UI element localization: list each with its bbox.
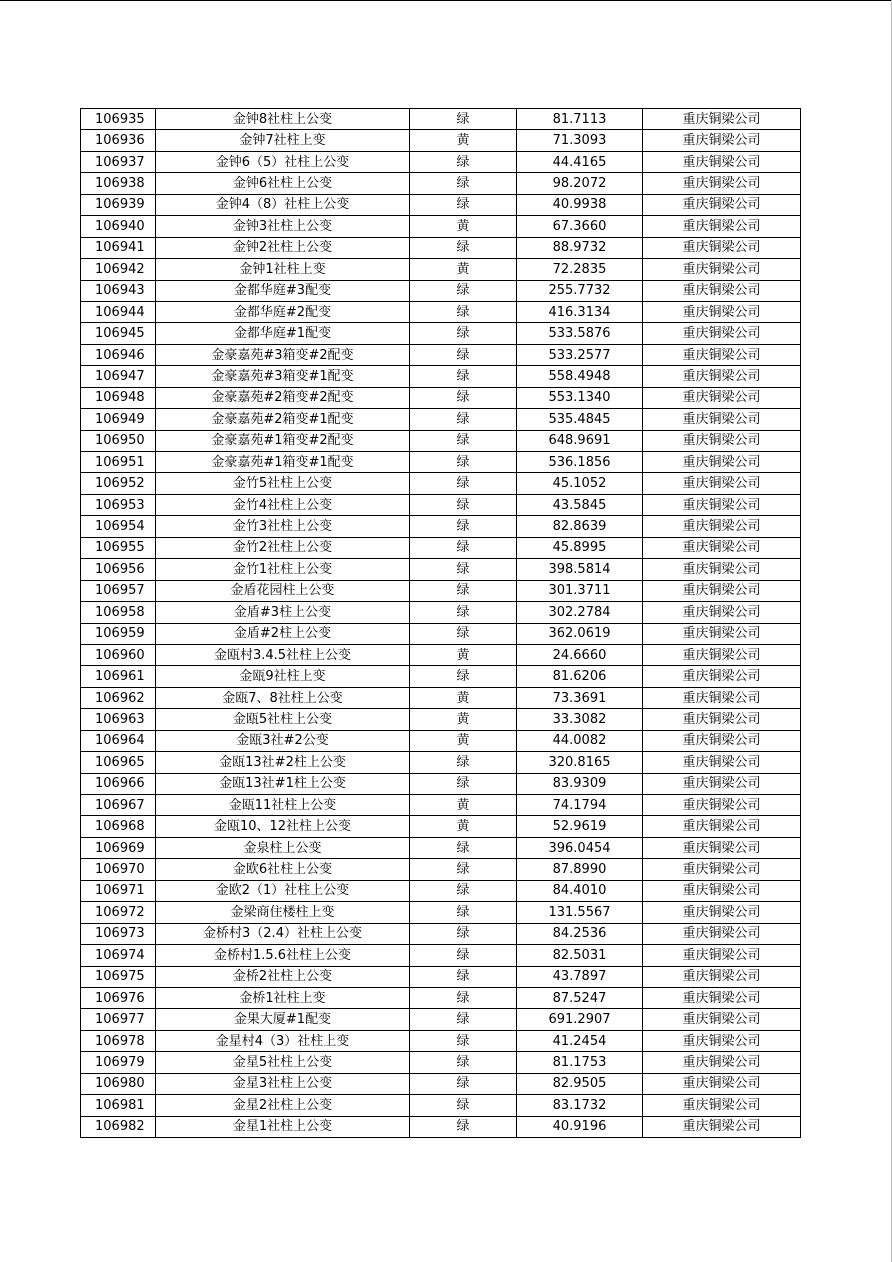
cell-value: 82.5031	[517, 945, 643, 966]
cell-status: 黄	[410, 216, 517, 237]
table-row	[81, 194, 801, 215]
cell-status: 绿	[410, 559, 517, 580]
table-row	[81, 1073, 801, 1094]
cell-value: 45.1052	[517, 473, 643, 494]
cell-company: 重庆铜梁公司	[643, 644, 801, 665]
cell-value: 40.9196	[517, 1116, 643, 1137]
cell-value: 558.4948	[517, 366, 643, 387]
table-row	[81, 1116, 801, 1137]
cell-id: 106982	[81, 1116, 156, 1137]
cell-id: 106941	[81, 237, 156, 258]
cell-id: 106943	[81, 280, 156, 301]
cell-name: 金豪嘉苑#3箱变#1配变	[156, 366, 410, 387]
cell-value: 416.3134	[517, 301, 643, 322]
cell-status: 绿	[410, 494, 517, 515]
table-row	[81, 666, 801, 687]
cell-id: 106972	[81, 902, 156, 923]
table-row	[81, 902, 801, 923]
table-row	[81, 151, 801, 172]
table-row	[81, 494, 801, 515]
cell-name: 金星村4（3）社柱上变	[156, 1030, 410, 1051]
cell-company: 重庆铜梁公司	[643, 752, 801, 773]
cell-company: 重庆铜梁公司	[643, 987, 801, 1008]
cell-id: 106948	[81, 387, 156, 408]
cell-name: 金桥村1.5.6社柱上公变	[156, 945, 410, 966]
cell-name: 金豪嘉苑#1箱变#2配变	[156, 430, 410, 451]
cell-name: 金豪嘉苑#1箱变#1配变	[156, 452, 410, 473]
cell-status: 绿	[410, 387, 517, 408]
cell-name: 金钟2社柱上公变	[156, 237, 410, 258]
cell-value: 320.8165	[517, 752, 643, 773]
cell-status: 绿	[410, 409, 517, 430]
cell-status: 绿	[410, 752, 517, 773]
cell-name: 金竹1社柱上公变	[156, 559, 410, 580]
cell-id: 106965	[81, 752, 156, 773]
cell-value: 84.4010	[517, 880, 643, 901]
cell-name: 金瓯13社#1柱上公变	[156, 773, 410, 794]
cell-name: 金瓯9社柱上变	[156, 666, 410, 687]
cell-company: 重庆铜梁公司	[643, 537, 801, 558]
cell-value: 533.2577	[517, 344, 643, 365]
cell-id: 106977	[81, 1009, 156, 1030]
cell-id: 106969	[81, 837, 156, 858]
table-row	[81, 452, 801, 473]
cell-value: 396.0454	[517, 837, 643, 858]
cell-name: 金瓯13社#2柱上公变	[156, 752, 410, 773]
cell-company: 重庆铜梁公司	[643, 837, 801, 858]
cell-id: 106947	[81, 366, 156, 387]
table-row	[81, 966, 801, 987]
table-row	[81, 987, 801, 1008]
cell-name: 金星3社柱上公变	[156, 1073, 410, 1094]
cell-value: 74.1794	[517, 795, 643, 816]
cell-status: 绿	[410, 580, 517, 601]
cell-status: 黄	[410, 816, 517, 837]
cell-status: 绿	[410, 109, 517, 130]
cell-value: 81.7113	[517, 109, 643, 130]
cell-status: 绿	[410, 537, 517, 558]
cell-value: 84.2536	[517, 923, 643, 944]
cell-id: 106949	[81, 409, 156, 430]
cell-id: 106935	[81, 109, 156, 130]
cell-status: 绿	[410, 880, 517, 901]
cell-status: 绿	[410, 280, 517, 301]
cell-company: 重庆铜梁公司	[643, 816, 801, 837]
cell-value: 44.4165	[517, 151, 643, 172]
cell-value: 83.9309	[517, 773, 643, 794]
data-table	[80, 108, 801, 1138]
cell-id: 106980	[81, 1073, 156, 1094]
cell-value: 535.4845	[517, 409, 643, 430]
cell-id: 106967	[81, 795, 156, 816]
cell-id: 106963	[81, 709, 156, 730]
cell-status: 绿	[410, 452, 517, 473]
cell-status: 绿	[410, 1030, 517, 1051]
cell-value: 255.7732	[517, 280, 643, 301]
cell-id: 106962	[81, 687, 156, 708]
cell-company: 重庆铜梁公司	[643, 216, 801, 237]
cell-value: 301.3711	[517, 580, 643, 601]
table-row	[81, 837, 801, 858]
cell-company: 重庆铜梁公司	[643, 859, 801, 880]
cell-id: 106975	[81, 966, 156, 987]
cell-name: 金盾花园柱上公变	[156, 580, 410, 601]
cell-value: 536.1856	[517, 452, 643, 473]
cell-value: 87.5247	[517, 987, 643, 1008]
cell-id: 106961	[81, 666, 156, 687]
cell-status: 黄	[410, 130, 517, 151]
cell-company: 重庆铜梁公司	[643, 280, 801, 301]
cell-id: 106970	[81, 859, 156, 880]
cell-name: 金星2社柱上公变	[156, 1095, 410, 1116]
cell-company: 重庆铜梁公司	[643, 687, 801, 708]
cell-id: 106942	[81, 259, 156, 280]
cell-name: 金桥1社柱上变	[156, 987, 410, 1008]
cell-company: 重庆铜梁公司	[643, 923, 801, 944]
table-row	[81, 559, 801, 580]
cell-status: 绿	[410, 237, 517, 258]
cell-company: 重庆铜梁公司	[643, 301, 801, 322]
cell-status: 绿	[410, 987, 517, 1008]
table-row	[81, 323, 801, 344]
cell-status: 绿	[410, 859, 517, 880]
cell-status: 绿	[410, 623, 517, 644]
cell-status: 绿	[410, 366, 517, 387]
table-row	[81, 795, 801, 816]
table-row	[81, 623, 801, 644]
cell-id: 106966	[81, 773, 156, 794]
table-row	[81, 516, 801, 537]
cell-company: 重庆铜梁公司	[643, 1073, 801, 1094]
cell-value: 81.6206	[517, 666, 643, 687]
cell-name: 金都华庭#2配变	[156, 301, 410, 322]
cell-id: 106960	[81, 644, 156, 665]
table-row	[81, 773, 801, 794]
table-row	[81, 1095, 801, 1116]
cell-company: 重庆铜梁公司	[643, 173, 801, 194]
cell-company: 重庆铜梁公司	[643, 323, 801, 344]
table-row	[81, 173, 801, 194]
cell-name: 金钟6（5）社柱上公变	[156, 151, 410, 172]
cell-name: 金钟1社柱上变	[156, 259, 410, 280]
table-row	[81, 752, 801, 773]
cell-value: 131.5567	[517, 902, 643, 923]
table-row	[81, 687, 801, 708]
cell-value: 45.8995	[517, 537, 643, 558]
cell-name: 金都华庭#3配变	[156, 280, 410, 301]
cell-value: 87.8990	[517, 859, 643, 880]
cell-id: 106968	[81, 816, 156, 837]
cell-status: 黄	[410, 795, 517, 816]
cell-name: 金瓯3社#2公变	[156, 730, 410, 751]
cell-name: 金竹4社柱上公变	[156, 494, 410, 515]
cell-id: 106953	[81, 494, 156, 515]
cell-company: 重庆铜梁公司	[643, 559, 801, 580]
page-top-border	[0, 0, 892, 1]
cell-value: 24.6660	[517, 644, 643, 665]
cell-id: 106946	[81, 344, 156, 365]
table-row	[81, 237, 801, 258]
cell-name: 金盾#3柱上公变	[156, 602, 410, 623]
cell-value: 533.5876	[517, 323, 643, 344]
cell-status: 黄	[410, 730, 517, 751]
cell-status: 绿	[410, 173, 517, 194]
cell-id: 106956	[81, 559, 156, 580]
cell-status: 绿	[410, 923, 517, 944]
cell-name: 金竹3社柱上公变	[156, 516, 410, 537]
cell-id: 106940	[81, 216, 156, 237]
table-row	[81, 216, 801, 237]
cell-status: 绿	[410, 1095, 517, 1116]
cell-id: 106936	[81, 130, 156, 151]
cell-value: 73.3691	[517, 687, 643, 708]
cell-name: 金钟4（8）社柱上公变	[156, 194, 410, 215]
cell-name: 金星1社柱上公变	[156, 1116, 410, 1137]
cell-company: 重庆铜梁公司	[643, 773, 801, 794]
cell-company: 重庆铜梁公司	[643, 1095, 801, 1116]
table-row	[81, 473, 801, 494]
cell-name: 金星5社柱上公变	[156, 1052, 410, 1073]
cell-id: 106959	[81, 623, 156, 644]
cell-company: 重庆铜梁公司	[643, 473, 801, 494]
cell-id: 106979	[81, 1052, 156, 1073]
cell-value: 362.0619	[517, 623, 643, 644]
cell-company: 重庆铜梁公司	[643, 902, 801, 923]
cell-company: 重庆铜梁公司	[643, 1116, 801, 1137]
cell-status: 黄	[410, 644, 517, 665]
cell-value: 398.5814	[517, 559, 643, 580]
cell-id: 106958	[81, 602, 156, 623]
cell-value: 44.0082	[517, 730, 643, 751]
table-row	[81, 409, 801, 430]
cell-name: 金欧2（1）社柱上公变	[156, 880, 410, 901]
cell-company: 重庆铜梁公司	[643, 259, 801, 280]
table-row	[81, 344, 801, 365]
cell-company: 重庆铜梁公司	[643, 344, 801, 365]
cell-company: 重庆铜梁公司	[643, 387, 801, 408]
cell-company: 重庆铜梁公司	[643, 730, 801, 751]
cell-company: 重庆铜梁公司	[643, 966, 801, 987]
cell-id: 106955	[81, 537, 156, 558]
cell-status: 黄	[410, 687, 517, 708]
cell-id: 106976	[81, 987, 156, 1008]
cell-name: 金豪嘉苑#2箱变#1配变	[156, 409, 410, 430]
cell-status: 绿	[410, 516, 517, 537]
cell-id: 106971	[81, 880, 156, 901]
cell-value: 41.2454	[517, 1030, 643, 1051]
cell-value: 82.8639	[517, 516, 643, 537]
cell-company: 重庆铜梁公司	[643, 580, 801, 601]
cell-company: 重庆铜梁公司	[643, 366, 801, 387]
cell-status: 绿	[410, 344, 517, 365]
cell-id: 106978	[81, 1030, 156, 1051]
cell-id: 106951	[81, 452, 156, 473]
cell-value: 648.9691	[517, 430, 643, 451]
cell-company: 重庆铜梁公司	[643, 1009, 801, 1030]
cell-status: 绿	[410, 323, 517, 344]
cell-name: 金钟7社柱上变	[156, 130, 410, 151]
table-row	[81, 580, 801, 601]
cell-company: 重庆铜梁公司	[643, 151, 801, 172]
table-row	[81, 259, 801, 280]
cell-company: 重庆铜梁公司	[643, 602, 801, 623]
cell-name: 金瓯11社柱上公变	[156, 795, 410, 816]
cell-status: 黄	[410, 709, 517, 730]
cell-status: 绿	[410, 301, 517, 322]
table-row	[81, 537, 801, 558]
table-body	[81, 109, 801, 1138]
cell-value: 302.2784	[517, 602, 643, 623]
table-row	[81, 923, 801, 944]
cell-value: 43.7897	[517, 966, 643, 987]
cell-status: 绿	[410, 602, 517, 623]
cell-company: 重庆铜梁公司	[643, 1052, 801, 1073]
cell-value: 88.9732	[517, 237, 643, 258]
cell-value: 82.9505	[517, 1073, 643, 1094]
cell-company: 重庆铜梁公司	[643, 237, 801, 258]
table-row	[81, 1030, 801, 1051]
cell-status: 绿	[410, 773, 517, 794]
cell-status: 黄	[410, 259, 517, 280]
cell-company: 重庆铜梁公司	[643, 194, 801, 215]
cell-status: 绿	[410, 902, 517, 923]
cell-status: 绿	[410, 1116, 517, 1137]
table-row	[81, 709, 801, 730]
cell-name: 金钟6社柱上公变	[156, 173, 410, 194]
table-row	[81, 859, 801, 880]
cell-id: 106981	[81, 1095, 156, 1116]
table-row	[81, 730, 801, 751]
cell-value: 43.5845	[517, 494, 643, 515]
cell-company: 重庆铜梁公司	[643, 516, 801, 537]
cell-id: 106944	[81, 301, 156, 322]
table-row	[81, 430, 801, 451]
cell-id: 106957	[81, 580, 156, 601]
cell-company: 重庆铜梁公司	[643, 409, 801, 430]
cell-status: 绿	[410, 1052, 517, 1073]
cell-company: 重庆铜梁公司	[643, 623, 801, 644]
cell-status: 绿	[410, 966, 517, 987]
cell-id: 106973	[81, 923, 156, 944]
cell-company: 重庆铜梁公司	[643, 494, 801, 515]
cell-status: 绿	[410, 194, 517, 215]
cell-id: 106937	[81, 151, 156, 172]
cell-name: 金桥村3（2.4）社柱上公变	[156, 923, 410, 944]
cell-name: 金桥2社柱上公变	[156, 966, 410, 987]
cell-status: 绿	[410, 430, 517, 451]
table-row	[81, 880, 801, 901]
cell-name: 金盾#2柱上公变	[156, 623, 410, 644]
cell-id: 106952	[81, 473, 156, 494]
cell-status: 绿	[410, 945, 517, 966]
cell-id: 106954	[81, 516, 156, 537]
table-row	[81, 1009, 801, 1030]
cell-name: 金竹5社柱上公变	[156, 473, 410, 494]
cell-name: 金瓯5社柱上公变	[156, 709, 410, 730]
cell-name: 金竹2社柱上公变	[156, 537, 410, 558]
table-row	[81, 1052, 801, 1073]
cell-id: 106964	[81, 730, 156, 751]
table-row	[81, 109, 801, 130]
table-row	[81, 387, 801, 408]
cell-name: 金豪嘉苑#2箱变#2配变	[156, 387, 410, 408]
table-row	[81, 945, 801, 966]
cell-id: 106950	[81, 430, 156, 451]
cell-value: 81.1753	[517, 1052, 643, 1073]
cell-value: 83.1732	[517, 1095, 643, 1116]
cell-value: 71.3093	[517, 130, 643, 151]
cell-name: 金泉柱上公变	[156, 837, 410, 858]
table-row	[81, 644, 801, 665]
table-row	[81, 816, 801, 837]
cell-name: 金果大厦#1配变	[156, 1009, 410, 1030]
cell-value: 33.3082	[517, 709, 643, 730]
cell-name: 金豪嘉苑#3箱变#2配变	[156, 344, 410, 365]
cell-company: 重庆铜梁公司	[643, 1030, 801, 1051]
cell-name: 金梁商住楼柱上变	[156, 902, 410, 923]
cell-value: 52.9619	[517, 816, 643, 837]
cell-name: 金欧6社柱上公变	[156, 859, 410, 880]
cell-status: 绿	[410, 1073, 517, 1094]
cell-company: 重庆铜梁公司	[643, 109, 801, 130]
cell-company: 重庆铜梁公司	[643, 666, 801, 687]
cell-id: 106945	[81, 323, 156, 344]
cell-name: 金瓯7、8社柱上公变	[156, 687, 410, 708]
table-row	[81, 130, 801, 151]
cell-id: 106939	[81, 194, 156, 215]
cell-id: 106938	[81, 173, 156, 194]
cell-name: 金瓯村3.4.5社柱上公变	[156, 644, 410, 665]
table-row	[81, 280, 801, 301]
cell-name: 金钟8社柱上公变	[156, 109, 410, 130]
cell-company: 重庆铜梁公司	[643, 130, 801, 151]
cell-value: 691.2907	[517, 1009, 643, 1030]
cell-status: 绿	[410, 151, 517, 172]
cell-value: 40.9938	[517, 194, 643, 215]
cell-company: 重庆铜梁公司	[643, 709, 801, 730]
cell-company: 重庆铜梁公司	[643, 795, 801, 816]
cell-status: 绿	[410, 837, 517, 858]
cell-id: 106974	[81, 945, 156, 966]
table-row	[81, 602, 801, 623]
cell-company: 重庆铜梁公司	[643, 452, 801, 473]
cell-status: 绿	[410, 1009, 517, 1030]
table-row	[81, 301, 801, 322]
cell-value: 553.1340	[517, 387, 643, 408]
cell-company: 重庆铜梁公司	[643, 880, 801, 901]
cell-value: 67.3660	[517, 216, 643, 237]
cell-name: 金都华庭#1配变	[156, 323, 410, 344]
cell-company: 重庆铜梁公司	[643, 430, 801, 451]
cell-value: 72.2835	[517, 259, 643, 280]
cell-value: 98.2072	[517, 173, 643, 194]
cell-name: 金钟3社柱上公变	[156, 216, 410, 237]
cell-name: 金瓯10、12社柱上公变	[156, 816, 410, 837]
cell-status: 绿	[410, 666, 517, 687]
cell-status: 绿	[410, 473, 517, 494]
cell-company: 重庆铜梁公司	[643, 945, 801, 966]
table-row	[81, 366, 801, 387]
